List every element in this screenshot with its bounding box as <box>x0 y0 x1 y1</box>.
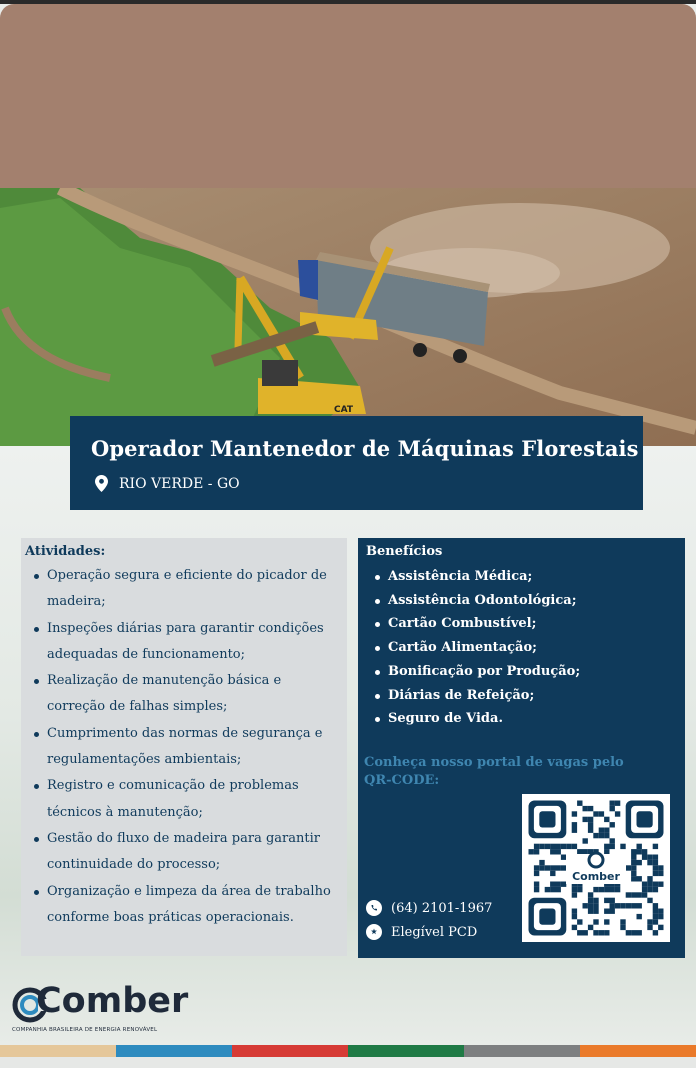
whatsapp-icon <box>366 900 382 916</box>
location-text: RIO VERDE - GO <box>119 475 240 492</box>
job-title-box <box>70 416 643 510</box>
benefit-item: Assistência Médica; <box>388 565 677 589</box>
benefits-panel <box>358 538 685 958</box>
color-stripes <box>0 1045 696 1057</box>
activity-item: Realização de manutenção básica e correção de falhas simples; <box>47 668 339 721</box>
activity-item: Operação segura e eficiente do picador de madeira; <box>47 563 339 616</box>
logo-wordmark: Comber <box>36 981 189 1021</box>
activity-item: Inspeções diárias para garantir condições adequadas de funcionamento; <box>47 616 339 669</box>
location-pin-icon <box>95 475 108 492</box>
stripe <box>232 1045 348 1057</box>
stripe <box>0 1045 116 1057</box>
benefit-item: Cartão Alimentação; <box>388 636 677 660</box>
logo-tagline: COMPANHIA BRASILEIRA DE ENERGIA RENOVÁVEL <box>12 1027 158 1033</box>
stripe <box>580 1045 696 1057</box>
phone-contact[interactable] <box>366 900 492 916</box>
stripe <box>116 1045 232 1057</box>
benefit-item: Assistência Odontológica; <box>388 589 677 613</box>
benefit-item: Bonificação por Produção; <box>388 660 677 684</box>
qr-brand-label: Comber <box>572 870 620 883</box>
comber-logo <box>12 981 189 1037</box>
pcd-icon <box>366 924 382 940</box>
pcd-text: Elegível PCD <box>391 924 478 940</box>
redacted-header-block <box>0 4 696 188</box>
activities-list <box>25 563 339 931</box>
benefit-item: Cartão Combustível; <box>388 612 677 636</box>
cat-label: CAT <box>334 405 354 415</box>
activity-item: Organização e limpeza da área de trabalho conforme boas práticas operacionais. <box>47 879 339 932</box>
benefits-heading: Benefícios <box>366 544 443 559</box>
qr-code[interactable] <box>522 794 670 942</box>
activity-item: Registro e comunicação de problemas técnicos à manutenção; <box>47 773 339 826</box>
activity-item: Cumprimento das normas de segurança e regulamentações ambientais; <box>47 721 339 774</box>
activities-heading: Atividades: <box>25 544 106 559</box>
hero-photo <box>0 188 696 446</box>
benefit-item: Diárias de Refeição; <box>388 684 677 708</box>
benefits-list <box>366 565 677 731</box>
job-location <box>91 475 623 492</box>
bottom-bar <box>0 1057 696 1068</box>
benefit-item: Seguro de Vida. <box>388 707 677 731</box>
job-title: Operador Mantenedor de Máquinas Florestais <box>91 436 639 461</box>
activity-item: Gestão do fluxo de madeira para garantir continuidade do processo; <box>47 826 339 879</box>
stripe <box>348 1045 464 1057</box>
stripe <box>464 1045 580 1057</box>
phone-number: (64) 2101-1967 <box>391 900 493 916</box>
activities-panel <box>21 538 347 956</box>
portal-text: Conheça nosso portal de vagas pelo QR-CODE: <box>364 755 624 788</box>
pcd-info <box>366 924 477 940</box>
